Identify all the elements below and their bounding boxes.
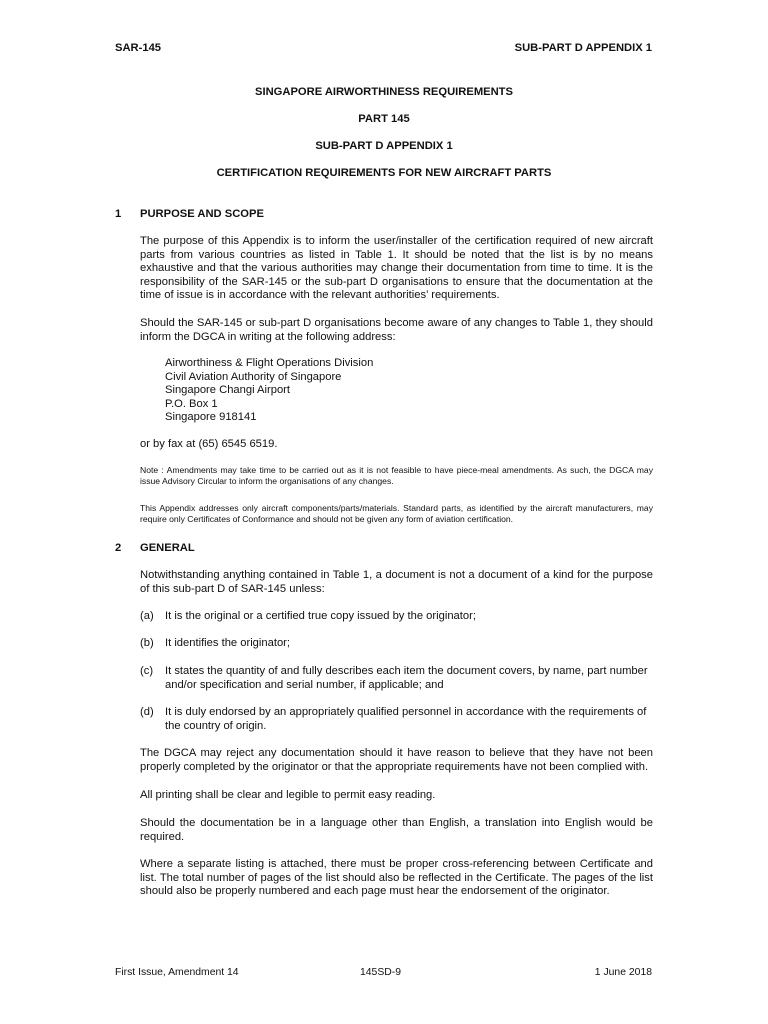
section-1-number: 1 <box>115 208 122 220</box>
list-item-label: (d) <box>140 706 154 718</box>
list-item-text: It states the quantity of and fully describes each item the document covers, by name, part number and/or specification and serial number, if applicable; and <box>165 665 648 691</box>
doc-part: PART 145 <box>358 113 410 125</box>
listing-paragraph: Where a separate listing is attached, there must be proper cross-referencing between Certificate and list. The total number of pages of the list should also be reflected in the Certificate. The pages of the list should also be properly numbered and each page must hear the endorsement of the originator. <box>140 858 653 898</box>
reject-paragraph: The DGCA may reject any documentation should it have reason to believe that they have not been properly completed by the originator or that the appropriate requirements have not been complied with. <box>140 747 653 773</box>
section-2-intro: Notwithstanding anything contained in Table 1, a document is not a document of a kind for the purpose of this sub-part D of SAR-145 unless: <box>140 569 653 595</box>
list-item-text: It is the original or a certified true copy issued by the originator; <box>165 610 476 622</box>
language-paragraph: Should the documentation be in a language other than English, a translation into English would be required. <box>140 817 653 843</box>
list-item-text: It is duly endorsed by an appropriately qualified personnel in accordance with the requirements of the country of origin. <box>165 706 647 732</box>
list-item-label: (a) <box>140 610 154 622</box>
section-1-title: PURPOSE AND SCOPE <box>140 208 264 220</box>
list-item-text: It identifies the originator; <box>165 637 290 649</box>
list-item-label: (c) <box>140 665 154 677</box>
address-line: Civil Aviation Authority of Singapore <box>165 370 342 383</box>
scope-note: This Appendix addresses only aircraft components/parts/materials. Standard parts, as identified by the aircraft manufacturers, may require only Certificates of Conformance and should not be given any form of aviation certification. <box>140 503 653 525</box>
address-block <box>165 357 373 425</box>
section-2-number: 2 <box>115 542 122 554</box>
doc-title: SINGAPORE AIRWORTHINESS REQUIREMENTS <box>255 86 513 98</box>
footer-date: 1 June 2018 <box>594 967 652 978</box>
amendment-note: Note : Amendments may take time to be carried out as it is not feasible to have piece-meal amendments. As such, the DGCA may issue Advisory Circular to inform the organisations of any changes. <box>140 465 653 487</box>
fax-line: or by fax at (65) 6545 6519. <box>140 438 278 450</box>
address-line: P.O. Box 1 <box>165 397 218 410</box>
address-line: Airworthiness & Flight Operations Division <box>165 357 374 369</box>
list-item-label: (b) <box>140 637 154 649</box>
section-2-title: GENERAL <box>140 542 195 554</box>
footer-page-number: 145SD-9 <box>360 967 402 978</box>
section-1-changes-paragraph: Should the SAR-145 or sub-part D organisations become aware of any changes to Table 1, they should inform the DGCA in writing at the following address: <box>140 317 653 343</box>
header-section: SUB-PART D APPENDIX 1 <box>514 42 652 54</box>
address-line: Singapore 918141 <box>165 411 257 424</box>
section-1-purpose-paragraph: The purpose of this Appendix is to inform the user/installer of the certification required of new aircraft parts from various countries as listed in Table 1. It should be noted that the list is by no means exhaustive and that the various authorities may change their documentation from time to time. It is the responsibility of the SAR-145 or the sub-part D organisations to ensure that the documentation at the time of issue is in accordance with the relevant authorities’ requirements. <box>140 235 653 302</box>
doc-subtitle: CERTIFICATION REQUIREMENTS FOR NEW AIRCRAFT PARTS <box>216 167 552 179</box>
address-line: Singapore Changi Airport <box>165 384 291 397</box>
header-doc-code: SAR-145 <box>115 42 162 54</box>
footer-issue: First Issue, Amendment 14 <box>115 967 239 978</box>
doc-subpart: SUB-PART D APPENDIX 1 <box>315 140 453 152</box>
printing-paragraph: All printing shall be clear and legible to permit easy reading. <box>140 789 436 801</box>
